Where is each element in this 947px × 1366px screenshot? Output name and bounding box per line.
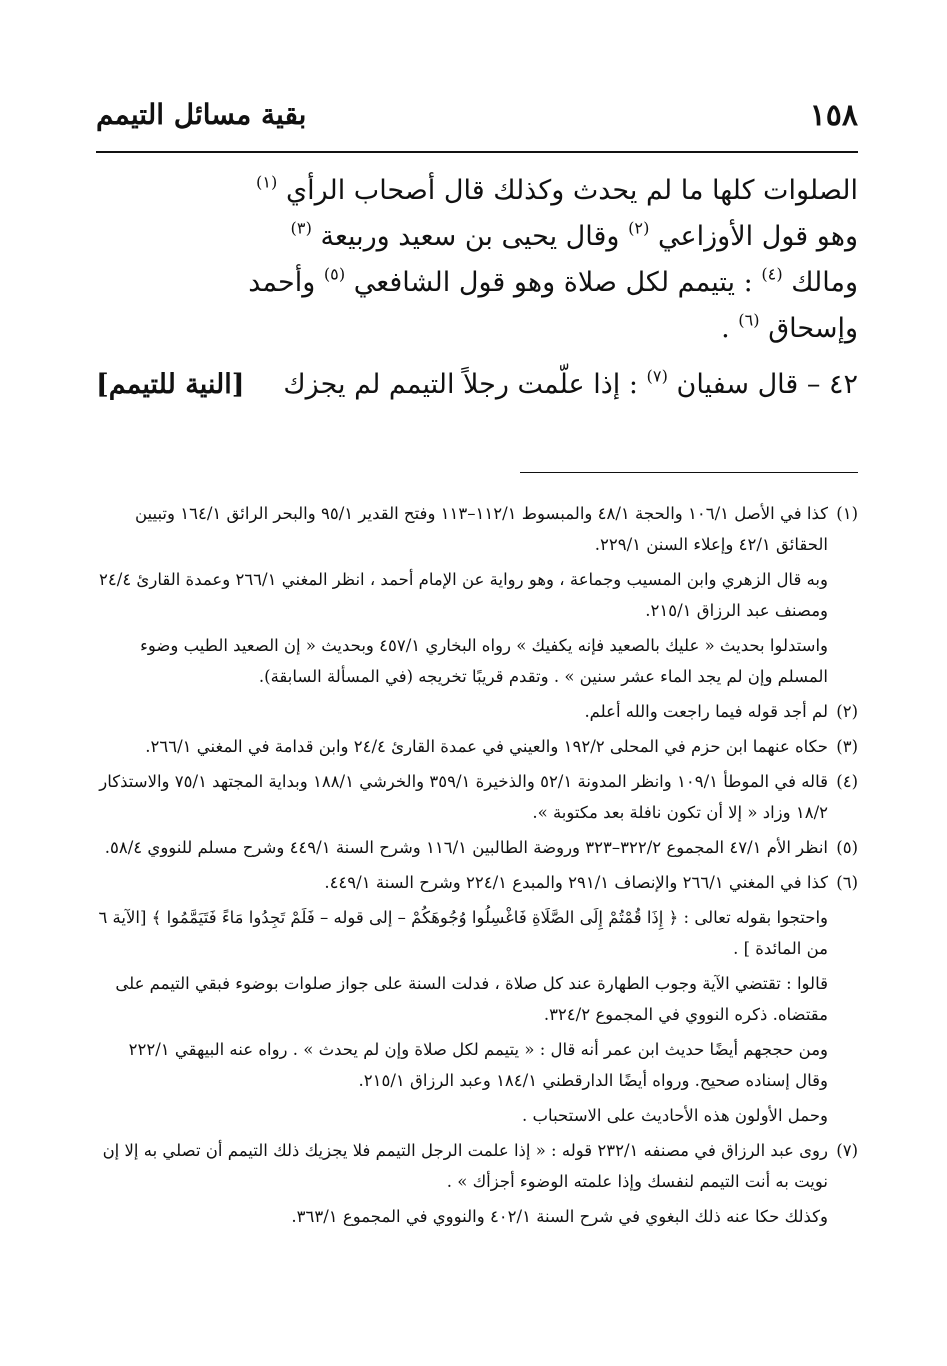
note-ref-5: (٥): [323, 264, 346, 284]
note-ref-4: (٤): [761, 264, 783, 284]
note-ref-3: (٣): [290, 218, 312, 238]
section-heading: [283, 362, 858, 408]
note-ref-6: (٦): [738, 310, 760, 330]
footnote-4: [96, 766, 858, 828]
note-ref-7: (٧): [646, 366, 668, 386]
note-ref-1: (١): [255, 172, 278, 192]
footnote-text: واستدلوا بحديث « عليك بالصعيد فإنه يكفيك » رواه البخاري ٤٥٧/١ وبحديث « إن الصعيد الطيب وضوء المسلم وإن لم يجد الماء عشر سنين » . وتقدم قريبًا تخريجه (في المسألة السابقة).: [140, 636, 828, 686]
footnote-text: وحمل الأولون هذه الأحاديث على الاستحباب .: [522, 1106, 828, 1125]
footnote-text: لم أجد قوله فيما راجعت والله أعلم.: [584, 702, 828, 721]
footnote-3: [96, 731, 858, 762]
footnote-7: [96, 1135, 858, 1232]
footnote-text: كذا في المغني ٢٦٦/١ والإنصاف ٢٩١/١ والمبدع ٢٢٤/١ وشرح السنة ٤٤٩/١.: [324, 873, 828, 892]
footnote-text: روى عبد الرزاق في مصنفه ٢٣٢/١ قوله : « إذا علمت الرجل التيمم فلا يجزيك ذلك التيمم أن تصلي به إلا إن نويت به أنت التيمم لنفسك وإذا علمته الوضوء أجزأك » .: [102, 1141, 828, 1191]
footnote-6: [96, 867, 858, 1131]
page-header: [96, 96, 858, 140]
footnote-text: كذا في الأصل ١٠٦/١ والحجة ٤٨/١ والمبسوط ١١٢/١–١١٣ وفتح القدير ٩٥/١ والبحر الرائق ١٦٤/١ وتبيين الحقائق ٤٢/١ وإعلاء السنن ٢٢٩/١.: [134, 504, 828, 554]
main-text-line-3: ومالك $^{(٤)}$ : يتيمم لكل صلاة وهو قول الشافعي $^{(٥)}$ وأحمد: [248, 264, 858, 298]
footnote-1: [96, 498, 858, 692]
footnote-marker: (٧): [836, 1141, 858, 1160]
main-text-line-1: الصلوات كلها ما لم يحدث وكذلك قال أصحاب الرأي $^{(١)}$: [255, 172, 858, 206]
main-text-line-2: وهو قول الأوزاعي $^{(٢)}$ وقال يحيى بن سعيد وربيعة $^{(٣)}$: [290, 218, 858, 252]
footnote-text: قالوا : تقتضي الآية وجوب الطهارة عند كل صلاة ، فدلت السنة على جواز صلوات بوضوء فبقي التيمم على مقتضاه. ذكره النووي في المجموع ٣٢٤/٢.: [115, 974, 828, 1024]
section-42: [96, 362, 858, 408]
section-number: ٤٢ – قال سفيان: [676, 369, 858, 400]
footnote-marker: (١): [836, 504, 858, 523]
footnote-marker: (٦): [836, 873, 858, 892]
main-text: [96, 168, 858, 352]
footnotes: [96, 498, 858, 1236]
footnote-text: واحتجوا بقوله تعالى : ﴿ إِذَا قُمْتُمْ إِلَى الصَّلَاةِ فَاغْسِلُوا وُجُوهَكُمْ – إلى قوله – فَلَمْ تَجِدُوا مَاءً فَتَيَمَّمُوا ﴾ [الآية ٦ من المائدة ] .: [98, 908, 828, 958]
footnote-marker: (٥): [836, 838, 858, 857]
footnote-marker: (٣): [836, 737, 858, 756]
main-text-line-4: وإسحاق $^{(٦)}$ .: [721, 310, 858, 344]
footnote-marker: (٤): [836, 772, 858, 791]
footnote-marker: (٢): [836, 702, 858, 721]
footnote-separator: [520, 472, 858, 473]
footnote-text: انظر الأم ٤٧/١ المجموع ٣٢٢/٢–٣٢٣ وروضة الطالبين ١١٦/١ وشرح السنة ٤٤٩/١ وشرح مسلم للنووي ٥٨/٤.: [104, 838, 828, 857]
running-title: بقية مسائل التيمم: [96, 98, 307, 131]
footnote-text: ومن حججهم أيضًا حديث ابن عمر أنه قال : « يتيمم لكل صلاة وإن لم يحدث » . رواه عنه البيهقي ٢٢٢/١ وقال إسناده صحيح. ورواه أيضًا الدارقطني ١٨٤/١ وعبد الرزاق ٢١٥/١.: [128, 1040, 828, 1090]
header-rule: [96, 151, 858, 153]
footnote-5: [96, 832, 858, 863]
page-number: ١٥٨: [809, 98, 858, 133]
section-text: : إذا علّمت رجلاً التيمم لم يجزك: [283, 369, 638, 400]
marginal-title: [النية للتيمم]: [96, 369, 245, 400]
footnote-text: وبه قال الزهري وابن المسيب وجماعة ، وهو رواية عن الإمام أحمد ، انظر المغني ٢٦٦/١ وعمدة القارئ ٢٤/٤ ومصنف عبد الرزاق ٢١٥/١.: [99, 570, 828, 620]
footnote-2: [96, 696, 858, 727]
footnote-text: حكاه عنهما ابن حزم في المحلى ١٩٢/٢ والعيني في عمدة القارئ ٢٤/٤ وابن قدامة في المغني ٢٦٦/١.: [145, 737, 828, 756]
footnote-text: وكذلك حكا عنه ذلك البغوي في شرح السنة ٤٠٢/١ والنووي في المجموع ٣٦٣/١.: [291, 1207, 828, 1226]
footnote-text: قاله في الموطأ ١٠٩/١ وانظر المدونة ٥٢/١ والذخيرة ٣٥٩/١ والخرشي ١٨٨/١ وبداية المجتهد ٧٥/١ والاستذكار ١٨/٢ وزاد « إلا أن تكون نافلة بعد مكتوبة ».: [99, 772, 828, 822]
note-ref-2: (٢): [628, 218, 650, 238]
